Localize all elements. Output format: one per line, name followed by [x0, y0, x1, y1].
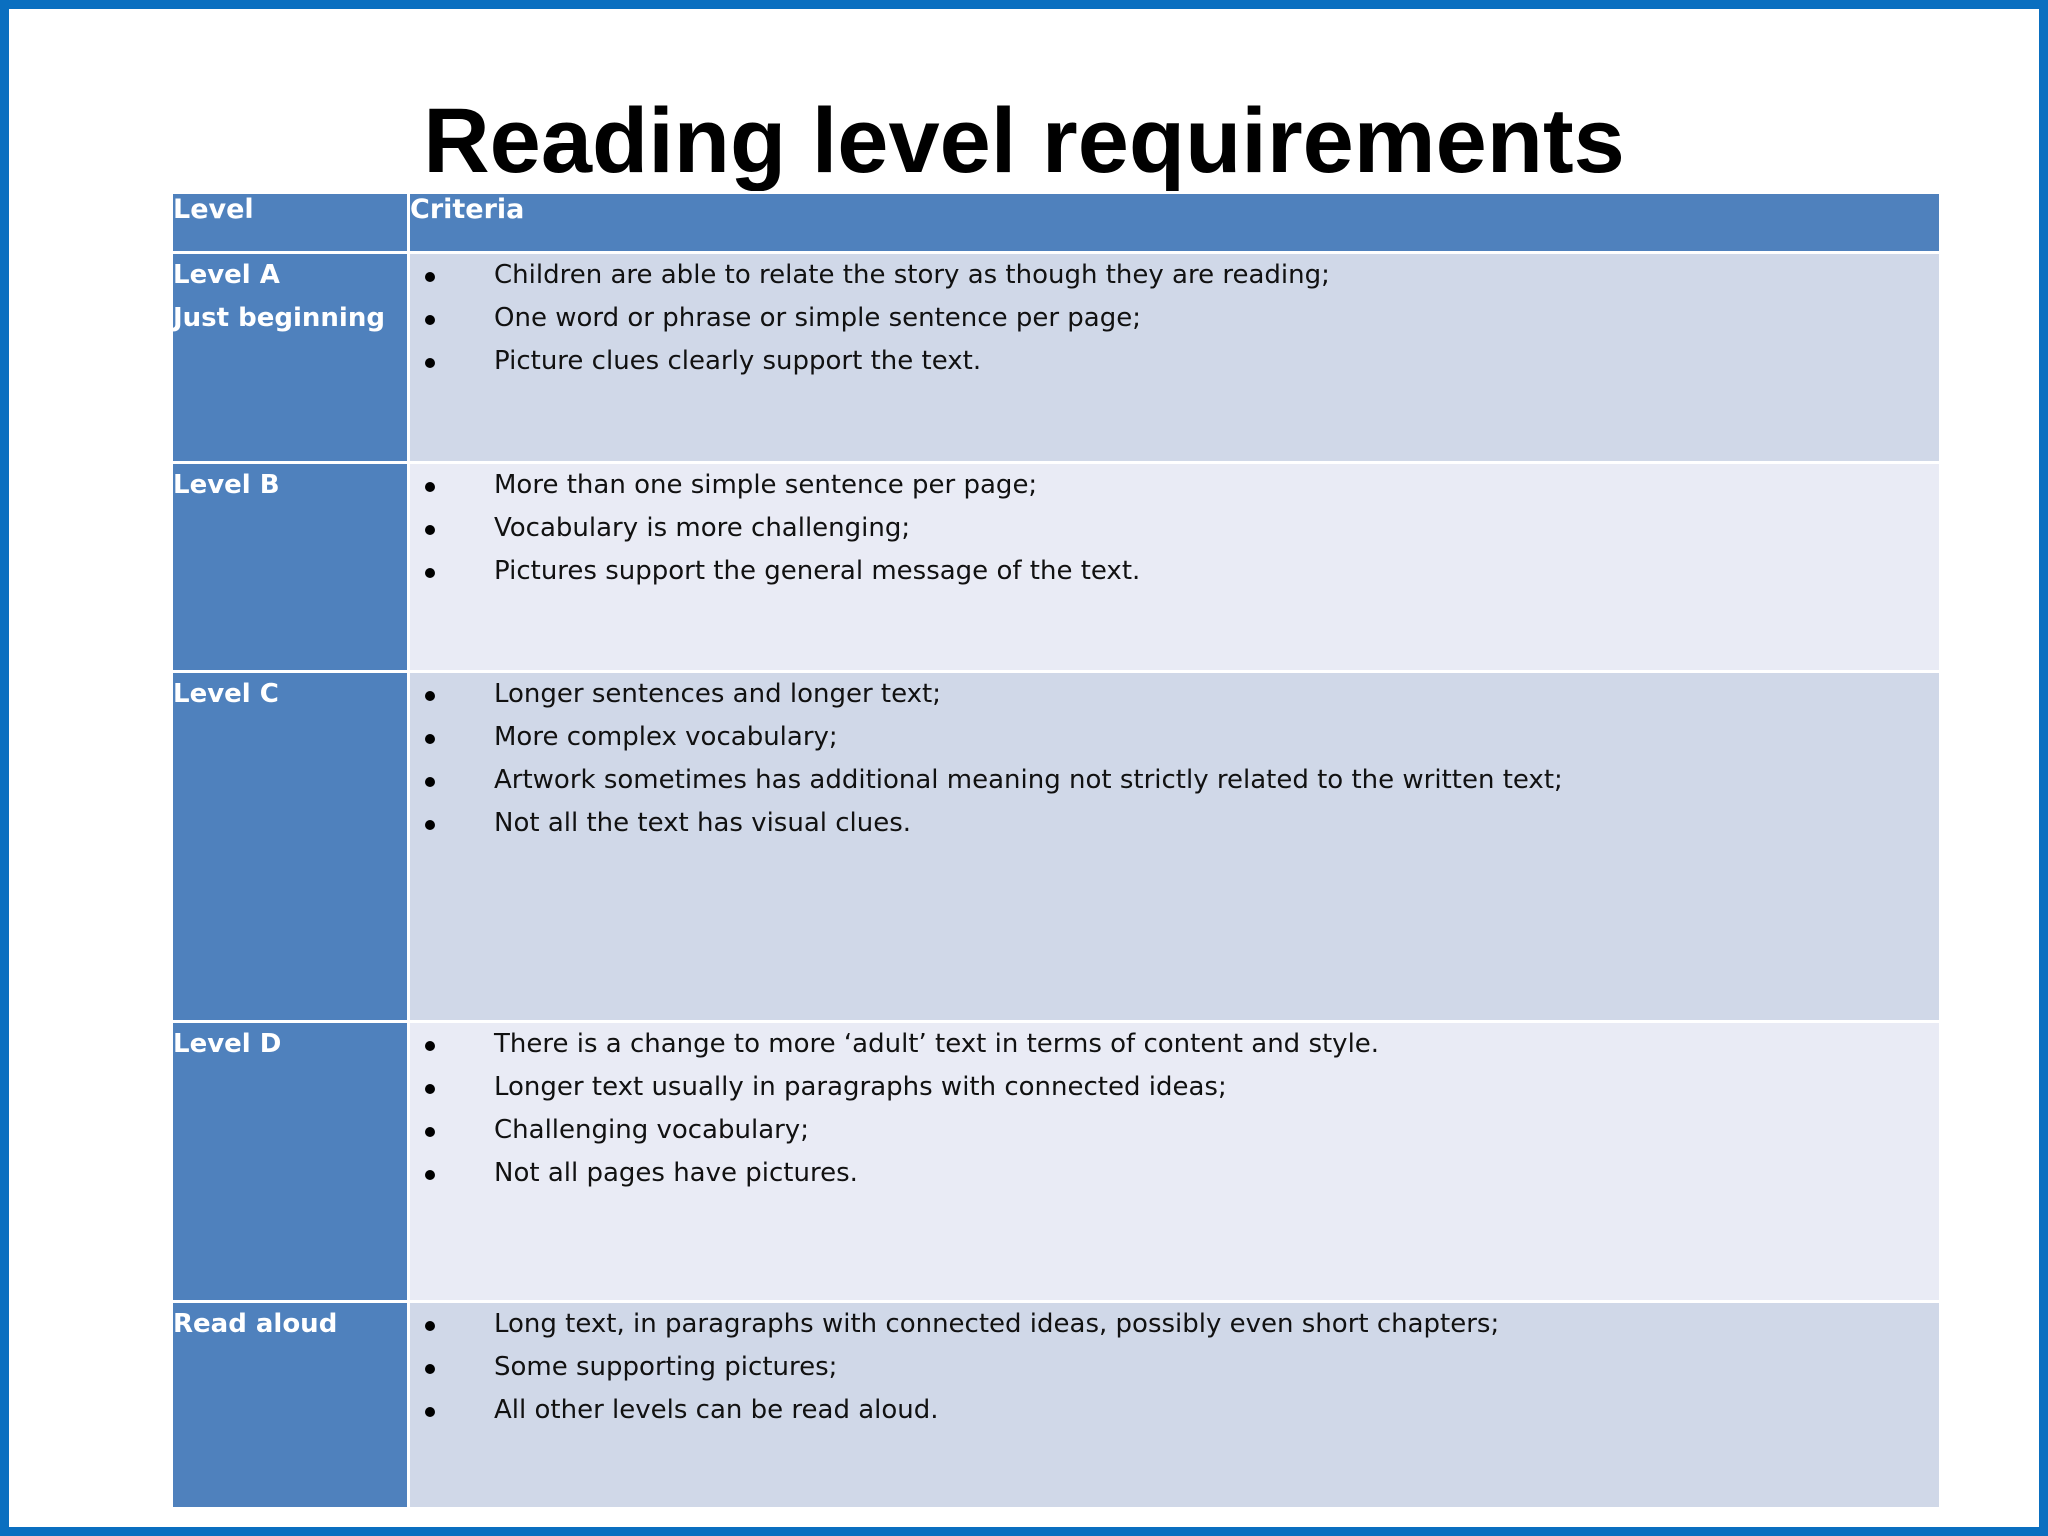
table-row — [172, 463, 1941, 672]
level-name: Read aloud — [173, 1309, 338, 1339]
bullet-icon — [425, 568, 435, 578]
bullet-icon — [425, 525, 435, 535]
criteria-item — [410, 1389, 1939, 1432]
criteria-list — [410, 254, 1939, 383]
bullet-icon — [425, 358, 435, 368]
criteria-text: More than one simple sentence per page; — [494, 470, 1038, 500]
criteria-text: More complex vocabulary; — [494, 722, 838, 752]
criteria-cell — [409, 1302, 1941, 1509]
criteria-text: All other levels can be read aloud. — [494, 1395, 939, 1425]
bullet-icon — [425, 1364, 435, 1374]
criteria-text: Artwork sometimes has additional meaning not strictly related to the written text; — [494, 765, 1563, 795]
bullet-icon — [425, 1041, 435, 1051]
level-name: Level B — [173, 470, 280, 500]
bullet-icon — [425, 1321, 435, 1331]
header-level: Level — [172, 193, 409, 253]
criteria-item — [410, 1066, 1939, 1109]
criteria-text: Some supporting pictures; — [494, 1352, 838, 1382]
bullet-icon — [425, 1407, 435, 1417]
bullet-icon — [425, 1127, 435, 1137]
criteria-item — [410, 716, 1939, 759]
level-name: Level A — [173, 260, 280, 290]
criteria-text: There is a change to more ‘adult’ text in terms of content and style. — [494, 1029, 1380, 1059]
reading-level-table — [170, 191, 1942, 1510]
criteria-item — [410, 1303, 1939, 1346]
table-row — [172, 1302, 1941, 1509]
criteria-item — [410, 673, 1939, 716]
criteria-text: Pictures support the general message of the text. — [494, 556, 1141, 586]
criteria-cell — [409, 253, 1941, 463]
criteria-item — [410, 254, 1939, 297]
criteria-text: Longer text usually in paragraphs with connected ideas; — [494, 1072, 1227, 1102]
criteria-item — [410, 507, 1939, 550]
criteria-text: Not all the text has visual clues. — [494, 808, 912, 838]
criteria-list — [410, 673, 1939, 845]
bullet-icon — [425, 734, 435, 744]
criteria-item — [410, 550, 1939, 593]
criteria-text: Long text, in paragraphs with connected ideas, possibly even short chapters; — [494, 1309, 1500, 1339]
level-cell — [172, 1022, 409, 1302]
criteria-item — [410, 464, 1939, 507]
level-name: Level D — [173, 1029, 282, 1059]
criteria-text: Challenging vocabulary; — [494, 1115, 809, 1145]
bullet-icon — [425, 272, 435, 282]
bullet-icon — [425, 482, 435, 492]
criteria-text: Picture clues clearly support the text. — [494, 346, 982, 376]
criteria-text: Vocabulary is more challenging; — [494, 513, 911, 543]
criteria-cell — [409, 672, 1941, 1022]
table-header-row — [172, 193, 1941, 253]
table-row — [172, 1022, 1941, 1302]
bullet-icon — [425, 820, 435, 830]
level-cell — [172, 463, 409, 672]
header-criteria: Criteria — [409, 193, 1941, 253]
level-cell — [172, 1302, 409, 1509]
criteria-text: Not all pages have pictures. — [494, 1158, 858, 1188]
table-row — [172, 672, 1941, 1022]
bullet-icon — [425, 1084, 435, 1094]
criteria-text: Longer sentences and longer text; — [494, 679, 941, 709]
criteria-item — [410, 759, 1939, 802]
criteria-item — [410, 297, 1939, 340]
criteria-item — [410, 802, 1939, 845]
level-subtitle: Just beginning — [173, 303, 385, 333]
criteria-cell — [409, 463, 1941, 672]
bullet-icon — [425, 1170, 435, 1180]
criteria-text: Children are able to relate the story as though they are reading; — [494, 260, 1330, 290]
level-cell — [172, 253, 409, 463]
criteria-item — [410, 340, 1939, 383]
criteria-item — [410, 1346, 1939, 1389]
slide-title: Reading level requirements — [423, 90, 1625, 192]
criteria-list — [410, 1023, 1939, 1195]
bullet-icon — [425, 691, 435, 701]
criteria-item — [410, 1152, 1939, 1195]
criteria-list — [410, 464, 1939, 593]
level-name: Level C — [173, 679, 279, 709]
bullet-icon — [425, 777, 435, 787]
criteria-cell — [409, 1022, 1941, 1302]
criteria-list — [410, 1303, 1939, 1432]
bullet-icon — [425, 315, 435, 325]
criteria-item — [410, 1109, 1939, 1152]
criteria-text: One word or phrase or simple sentence per page; — [494, 303, 1141, 333]
level-cell — [172, 672, 409, 1022]
table-row — [172, 253, 1941, 463]
criteria-item — [410, 1023, 1939, 1066]
